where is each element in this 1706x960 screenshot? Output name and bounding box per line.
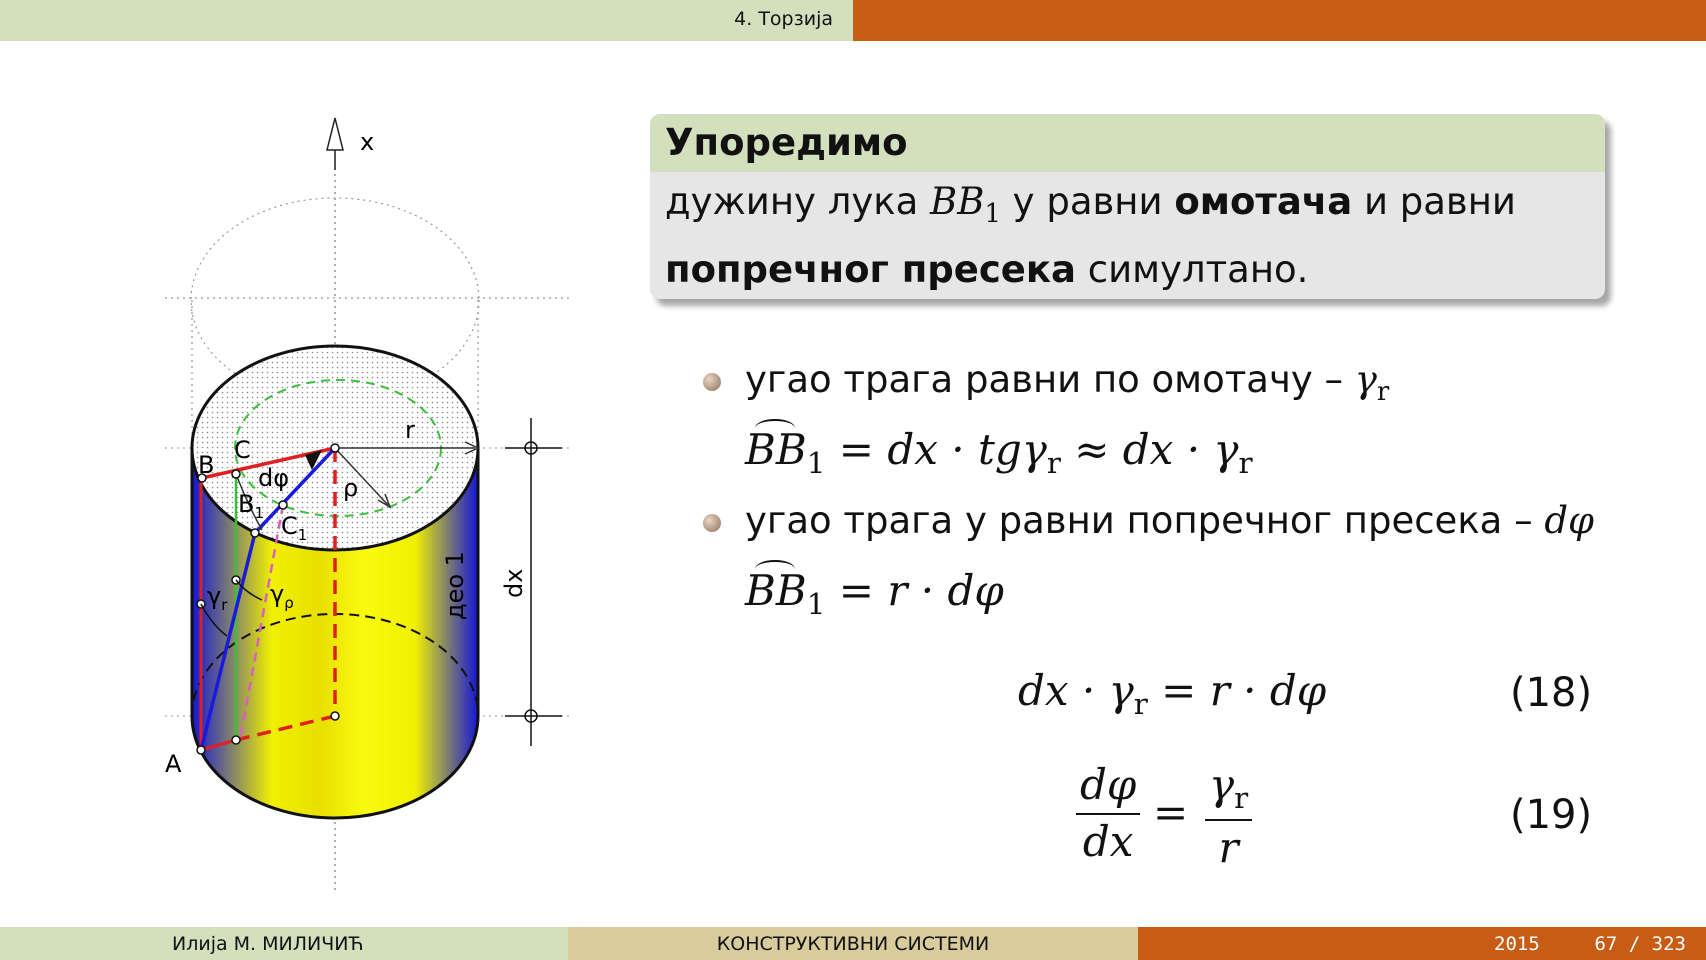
gamma-r-label: $\gamma_r$ (207, 582, 228, 614)
bullet-1-symbol: $\gamma_r$ (1354, 358, 1390, 407)
bold-shell: омотача (1174, 180, 1353, 223)
footer-mid (568, 927, 1138, 960)
point-c-label: C (234, 436, 251, 464)
eq19-equals: = (1153, 788, 1189, 837)
block-text-2: у равни (1000, 180, 1175, 223)
point-b1-label: $B_1$ (238, 490, 265, 522)
bullet-2 (745, 499, 1594, 542)
footer-year: 2015 (1494, 933, 1540, 955)
formula-1-lhs: $BB_1$ (745, 425, 826, 480)
axis-x-label: x (360, 128, 375, 156)
dx-label: dx (500, 568, 528, 598)
footer-course: КОНСТРУКТИВНИ СИСТЕМИ (716, 933, 990, 955)
bullet-dot-2 (703, 514, 721, 532)
part-label: део 1 (441, 551, 469, 620)
point-c1-label: $C_1$ (281, 512, 308, 544)
block-text-4: симултано. (1075, 247, 1309, 291)
block-text-1: дужину лука (665, 180, 931, 223)
footer-right (1138, 927, 1706, 960)
eq19-den-right: r (1218, 822, 1239, 872)
block-text-3: и равни (1352, 180, 1516, 223)
eq19-left-fraction (1076, 760, 1140, 866)
gamma-rho-label: $\gamma_\rho$ (270, 580, 294, 612)
bullet-dot-1 (703, 373, 721, 391)
arc-bb1: $BB_1$ (930, 180, 1001, 229)
equation-18-number: (18) (1510, 670, 1593, 716)
formula-2 (745, 566, 1004, 621)
bullet-1 (745, 358, 1389, 407)
equation-19-number: (19) (1510, 792, 1593, 838)
point-a-label: A (165, 750, 182, 778)
footer-page: 67 / 323 (1594, 933, 1686, 955)
bullet-2-symbol: dφ (1544, 499, 1594, 542)
eq19-num-right: $\gamma_r$ (1205, 760, 1252, 821)
header-left (0, 0, 853, 41)
eq19-num-left: dφ (1076, 760, 1140, 815)
formula-1-rhs: = dx · tgγ$_r$ ≈ dx · $\gamma_r$ (838, 425, 1253, 480)
block-title: Упоредимо (650, 114, 1605, 172)
equation-18: dx · $\gamma_r = r \cdot d\varphi$ (1018, 666, 1327, 721)
cylinder-figure (150, 105, 590, 895)
block-body (650, 172, 1605, 298)
dphi-label: dφ (258, 464, 290, 492)
section-title: 4. Торзија (734, 8, 833, 30)
header-bar (0, 0, 1706, 41)
footer-bar (0, 927, 1706, 960)
point-b-label: B (198, 451, 215, 479)
header-right (853, 0, 1706, 41)
formula-1 (745, 425, 1253, 480)
formula-2-lhs: $BB_1$ (745, 566, 826, 621)
bold-cross-section: попречног пресека (665, 247, 1076, 291)
bullet-2-text: угао трага у равни попречног пресека – (745, 499, 1545, 542)
bullet-1-text: угао трага равни по омотачу – (745, 358, 1355, 401)
footer-author: Илија М. МИЛИЧИЋ (172, 933, 364, 955)
rho-label: ρ (343, 474, 359, 502)
compare-block (650, 114, 1605, 299)
eq19-right-fraction (1205, 760, 1252, 872)
footer-left (0, 927, 568, 960)
formula-2-rhs: = r · dφ (838, 566, 1004, 615)
eq19-den-left: dx (1082, 817, 1134, 866)
r-label: r (405, 416, 415, 444)
